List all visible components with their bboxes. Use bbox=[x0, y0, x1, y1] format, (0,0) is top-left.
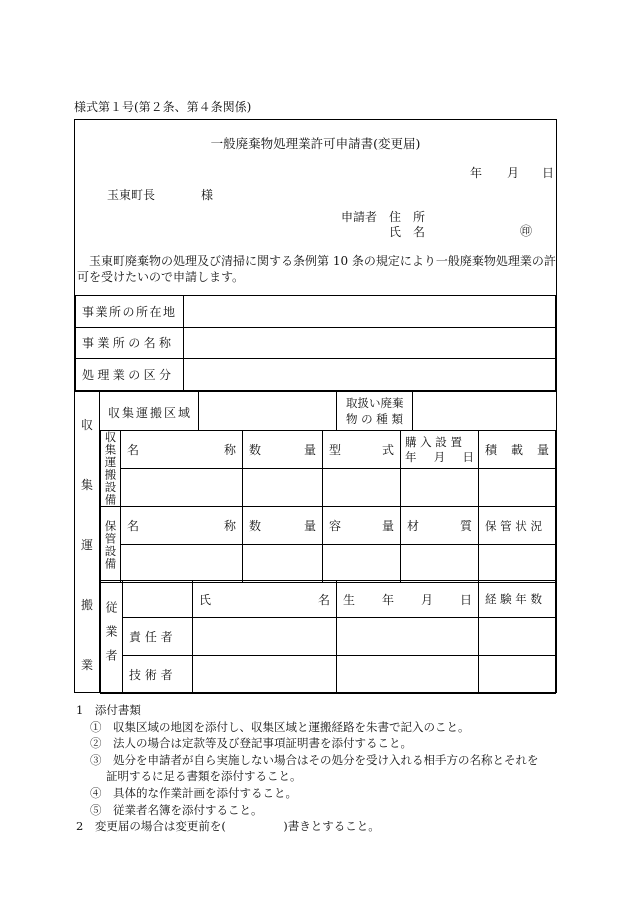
applicant-label: 申請者 bbox=[341, 210, 378, 224]
office-name-label: 事業所の名称 bbox=[76, 327, 184, 359]
office-location-label: 事業所の所在地 bbox=[76, 296, 184, 328]
st-cell-name[interactable] bbox=[121, 545, 243, 583]
waste-type-label-2: 物 の 種 類 bbox=[346, 412, 403, 426]
office-location-field[interactable] bbox=[184, 296, 556, 328]
date-day: 日 bbox=[542, 166, 555, 180]
note-1-4: ④ 具体的な作業計画を添付すること。 bbox=[90, 785, 297, 800]
staff-header-birth: 生 年 月 日 bbox=[337, 581, 479, 618]
addressee-name: 玉東町長 bbox=[107, 188, 156, 202]
staff-block bbox=[100, 580, 556, 693]
office-name-field[interactable] bbox=[184, 327, 556, 359]
eq-header-load: 積 載 量 bbox=[479, 431, 556, 469]
st-cell-capacity[interactable] bbox=[323, 545, 401, 583]
form-notes bbox=[76, 702, 566, 835]
staff-header-name: 氏 名 bbox=[193, 581, 337, 618]
eq-header-type: 型 式 bbox=[323, 431, 401, 469]
staff-header-blank bbox=[123, 581, 193, 618]
responsible-experience-cell[interactable] bbox=[479, 618, 556, 656]
st-cell-status[interactable] bbox=[479, 545, 556, 583]
note-1-3b: 証明するに足る書類を添付すること。 bbox=[106, 769, 302, 784]
applicant-address-label: 住 所 bbox=[389, 210, 426, 224]
side-char-shu: 収 bbox=[81, 418, 94, 432]
date-month: 月 bbox=[507, 166, 520, 180]
form-header bbox=[75, 120, 556, 296]
technician-label: 技 術 者 bbox=[123, 656, 193, 694]
collection-equipment-label: 収集運搬設備 bbox=[101, 431, 121, 507]
note-1-5: ⑤ 従業者名簿を添付すること。 bbox=[90, 802, 263, 817]
responsible-label: 責 任 者 bbox=[123, 618, 193, 656]
equipment-storage-block bbox=[100, 430, 556, 580]
side-char-gyo: 業 bbox=[81, 658, 94, 672]
statement-line-1: 玉東町廃棄物の処理及び清掃に関する条例第 10 条の規定により一般廃棄物処理業の許 bbox=[89, 254, 556, 268]
side-char-pan: 搬 bbox=[81, 598, 94, 612]
applicant-name-label: 氏 名 bbox=[389, 225, 426, 239]
business-type-label: 処理業の区分 bbox=[76, 359, 184, 391]
note-2: 2 変更届の場合は変更前を( )書きとすること。 bbox=[76, 819, 380, 834]
seal-mark: ㊞ bbox=[520, 224, 533, 238]
addressee-honorific: 様 bbox=[201, 188, 214, 202]
note-1-3a: ③ 処分を申請者が自ら実施しない場合はその処分を受け入れる相手方の名称とそれを bbox=[90, 752, 539, 767]
office-info-rows bbox=[75, 295, 556, 391]
staff-label: 従業者 bbox=[101, 581, 123, 694]
business-type-field[interactable] bbox=[184, 359, 556, 391]
st-header-qty: 数 量 bbox=[243, 507, 323, 545]
responsible-birth-cell[interactable] bbox=[337, 618, 479, 656]
date-year: 年 bbox=[470, 166, 483, 180]
eq-cell-load[interactable] bbox=[479, 469, 556, 507]
technician-birth-cell[interactable] bbox=[337, 656, 479, 694]
st-cell-qty[interactable] bbox=[243, 545, 323, 583]
statement-line-2: 可を受けたいので申請します。 bbox=[77, 270, 245, 284]
storage-equipment-label: 保管設備 bbox=[101, 507, 121, 583]
responsible-name-cell[interactable] bbox=[193, 618, 337, 656]
note-1-2: ② 法人の場合は定款等及び登記事項証明書を添付すること。 bbox=[90, 736, 412, 751]
staff-header-experience: 経 験 年 数 bbox=[479, 581, 556, 618]
st-header-material: 材 質 bbox=[401, 507, 479, 545]
eq-cell-purchase[interactable] bbox=[401, 469, 479, 507]
eq-header-qty: 数 量 bbox=[243, 431, 323, 469]
area-row bbox=[100, 392, 556, 431]
collection-transport-section bbox=[75, 391, 556, 692]
eq-cell-name[interactable] bbox=[121, 469, 243, 507]
eq-header-purchase: 購 入 設 置 年 月 日 bbox=[401, 431, 479, 469]
st-header-status: 保 管 状 況 bbox=[479, 507, 556, 545]
st-header-name: 名 称 bbox=[121, 507, 243, 545]
st-cell-material[interactable] bbox=[401, 545, 479, 583]
technician-experience-cell[interactable] bbox=[479, 656, 556, 694]
st-header-capacity: 容 量 bbox=[323, 507, 401, 545]
eq-header-name: 名 称 bbox=[121, 431, 243, 469]
eq-cell-type[interactable] bbox=[323, 469, 401, 507]
waste-type-label-1: 取扱い廃棄 bbox=[346, 396, 404, 410]
note-1-1: ① 収集区域の地図を添付し、収集区域と運搬経路を朱書で記入のこと。 bbox=[90, 719, 470, 734]
form-title: 一般廃棄物処理業許可申請書(変更届) bbox=[210, 136, 421, 151]
side-char-un: 運 bbox=[81, 538, 94, 552]
technician-name-cell[interactable] bbox=[193, 656, 337, 694]
eq-cell-qty[interactable] bbox=[243, 469, 323, 507]
form-number: 様式第１号(第２条、第４条関係) bbox=[74, 100, 252, 114]
side-char-shu2: 集 bbox=[81, 478, 94, 492]
collection-area-label: 収集運搬区域 bbox=[108, 406, 193, 420]
application-form bbox=[74, 119, 557, 693]
section-side-label bbox=[75, 392, 100, 692]
note-1: 1 添付書類 bbox=[76, 703, 141, 717]
